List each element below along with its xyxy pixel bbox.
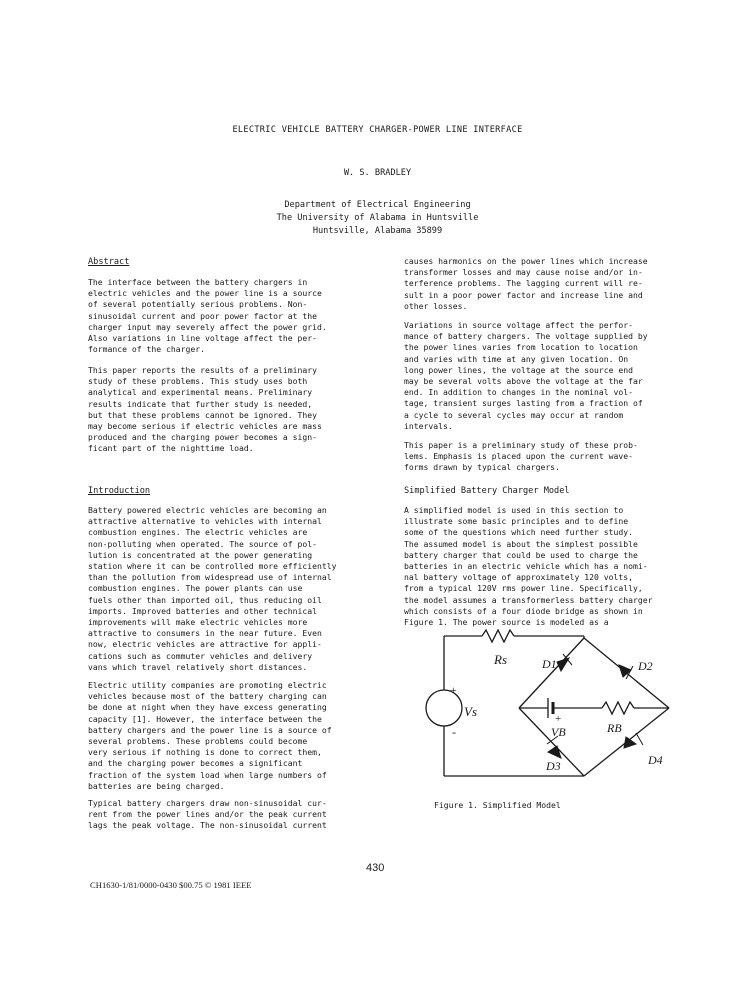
text-line: and the charging power becomes a significant [88, 758, 303, 769]
text-line: fuels other than imported oil, thus reducing oil [88, 594, 322, 605]
text-line: combustion engines. The power plants can use [88, 583, 303, 594]
label-plus-battery: + [555, 713, 562, 725]
resistor-rs [482, 630, 514, 642]
text-line: produced and the charging power becomes a sign- [88, 432, 318, 443]
abstract-paragraph-2 [88, 365, 322, 455]
author-name: W. S. BRADLEY [343, 168, 412, 178]
diode-d1 [557, 658, 569, 671]
text-line: than the pollution from widespread use of internal [88, 572, 332, 583]
figure-1-caption: Figure 1. Simplified Model [434, 800, 561, 810]
text-line: from a typical 120V rms power line. Specifically, [404, 583, 643, 594]
diode-d3 [548, 746, 561, 758]
text-line: analytical and experimental means. Preliminary [88, 387, 313, 398]
text-line: study of these problems. This study uses both [88, 376, 308, 387]
text-line: causes harmonics on the power lines which increase [404, 256, 648, 266]
text-line: now, electric vehicles are attractive for appli- [88, 639, 322, 650]
text-line: a cycle to several cycles may occur at random [404, 409, 624, 420]
bridge-edge-d1 [519, 638, 584, 708]
intro-paragraph-1 [88, 505, 337, 673]
affiliation-univ: The University of Alabama in Huntsville [276, 213, 479, 223]
text-line: the power lines varies from location to location [404, 342, 638, 353]
text-line: forms drawn by typical chargers. [404, 462, 560, 473]
text-line: sult in a poor power factor and increase line and [404, 289, 643, 300]
text-line: the model assumes a transformerless battery charger [404, 594, 653, 605]
text-line: station where it can be controlled more efficiently [88, 561, 337, 572]
text-line: and varies with time at any given location. On [404, 353, 629, 364]
circuit-diagram [414, 618, 696, 790]
label-vs: Vs [464, 704, 477, 719]
text-line: mance of battery chargers. The voltage supplied by [404, 331, 648, 342]
label-d3: D3 [546, 759, 561, 773]
diode-d4-bar [636, 733, 643, 745]
label-vb: VB [551, 725, 566, 739]
text-line: Electric utility companies are promoting electric [88, 680, 327, 690]
affiliation [0, 199, 755, 238]
text-line: Also variations in line voltage affect the per- [88, 333, 318, 344]
affiliation-dept: Department of Electrical Engineering [284, 200, 471, 210]
text-line: capacity [1]. However, the interface between the [88, 713, 322, 724]
text-line: other losses. [404, 300, 468, 311]
text-line: non-polluting when operated. The source of pol- [88, 538, 318, 549]
text-line: A simplified model is used in this section to [404, 505, 624, 515]
label-d4: D4 [648, 753, 663, 767]
page-number: 430 [366, 862, 385, 874]
label-rs: Rs [494, 652, 507, 667]
text-line: imports. Improved batteries and other technical [88, 605, 318, 616]
abstract-paragraph-1 [88, 277, 327, 355]
intro-paragraph-2 [88, 680, 332, 792]
copyright-line: CH1630-1/81/0000-0430 $00.75 © 1981 IEEE [90, 880, 252, 890]
text-line: This paper is a preliminary study of these prob- [404, 440, 638, 450]
text-line: lution is concentrated at the power generating [88, 549, 313, 560]
text-line: combustion engines. The electric vehicles are [88, 527, 308, 538]
label-rb: RB [607, 721, 622, 735]
text-line: nal battery voltage of approximately 120 volts, [404, 572, 634, 583]
model-heading: Simplified Battery Charger Model [404, 486, 570, 496]
text-line: lags the peak voltage. The non-sinusoidal current [88, 820, 327, 831]
text-line: Variations in source voltage affect the perfor- [404, 320, 634, 330]
model-paragraph-1 [404, 505, 653, 628]
figure-1-circuit [414, 618, 696, 790]
abstract-heading: Abstract [88, 257, 130, 267]
label-d2: D2 [638, 659, 653, 673]
text-line: intervals. [404, 420, 453, 431]
text-line: battery chargers and the power line is a source of [88, 724, 332, 735]
text-line: illustrate some basic principles and to define [404, 516, 629, 527]
text-line: but that these problems cannot be ignored. They [88, 409, 318, 420]
text-line: Figure 1. The power source is modeled as a [404, 617, 609, 628]
text-line: rent from the power lines and/or the peak current [88, 809, 327, 820]
text-line: battery charger that could be used to charge the [404, 549, 638, 560]
affiliation-city: Huntsville, Alabama 35899 [312, 226, 443, 236]
text-line: terference problems. The lagging current will re- [404, 278, 643, 289]
text-line: may become serious if electric vehicles are mass [88, 421, 322, 432]
continued-paragraph-3 [404, 440, 638, 474]
text-line: of several potentially serious problems. Non- [88, 299, 308, 310]
continued-paragraph-2 [404, 320, 648, 432]
continued-paragraph-1 [404, 256, 648, 312]
text-line: vehicles because most of the battery charging can [88, 691, 327, 702]
label-minus-source: - [452, 725, 456, 739]
text-line: fraction of the system load when large numbers of [88, 769, 327, 780]
text-line: which consists of a four diode bridge as shown in [404, 605, 643, 616]
intro-paragraph-3 [88, 798, 327, 832]
introduction-heading: Introduction [88, 486, 151, 496]
text-line: tage, transient surges lasting from a fraction of [404, 398, 643, 409]
text-line: ficant part of the nighttime load. [88, 443, 254, 454]
text-line: results indicate that further study is needed, [88, 398, 313, 409]
text-line: Battery powered electric vehicles are becoming an [88, 505, 327, 515]
text-line: be done at night when they have excess generating [88, 702, 327, 713]
text-line: long power lines, the voltage at the source end [404, 364, 634, 375]
text-line: vans which travel relatively short distances. [88, 661, 308, 672]
text-line: transformer losses and may cause noise and/or in- [404, 267, 643, 278]
text-line: sinusoidal current and poor power factor at the [88, 310, 318, 321]
text-line: several problems. These problems could become [88, 736, 308, 747]
text-line: attractive alternative to vehicles with internal [88, 516, 322, 527]
text-line: The interface between the battery chargers in [88, 277, 308, 287]
text-line: electric vehicles and the power line is a source [88, 288, 322, 299]
text-line: end. In addition to changes in the nominal vol- [404, 387, 634, 398]
text-line: batteries are being charged. [88, 780, 225, 791]
text-line: improvements will make electric vehicles more [88, 617, 308, 628]
text-line: formance of the charger. [88, 344, 205, 355]
text-line: Typical battery chargers draw non-sinusoidal cur- [88, 798, 327, 808]
label-d1: D1 [542, 657, 557, 671]
text-line: cations such as commuter vehicles and delivery [88, 650, 313, 661]
text-line: may be several volts above the voltage at the far [404, 376, 643, 387]
text-line: lems. Emphasis is placed upon the current wave- [404, 451, 634, 462]
text-line: attractive to consumers in the near future. Even [88, 628, 322, 639]
text-line: charger input may severely affect the power grid. [88, 321, 327, 332]
text-line: very serious if nothing is done to correct them, [88, 747, 322, 758]
text-line: batteries in an electric vehicle which has a nomi- [404, 561, 648, 572]
resistor-rb [602, 702, 634, 714]
text-line: The assumed model is about the simplest possible [404, 538, 638, 549]
label-plus-source: + [450, 683, 457, 697]
paper-title: ELECTRIC VEHICLE BATTERY CHARGER-POWER LINE INTERFACE [232, 125, 523, 135]
text-line: some of the questions which need further study. [404, 527, 634, 538]
text-line: This paper reports the results of a preliminary [88, 365, 318, 375]
